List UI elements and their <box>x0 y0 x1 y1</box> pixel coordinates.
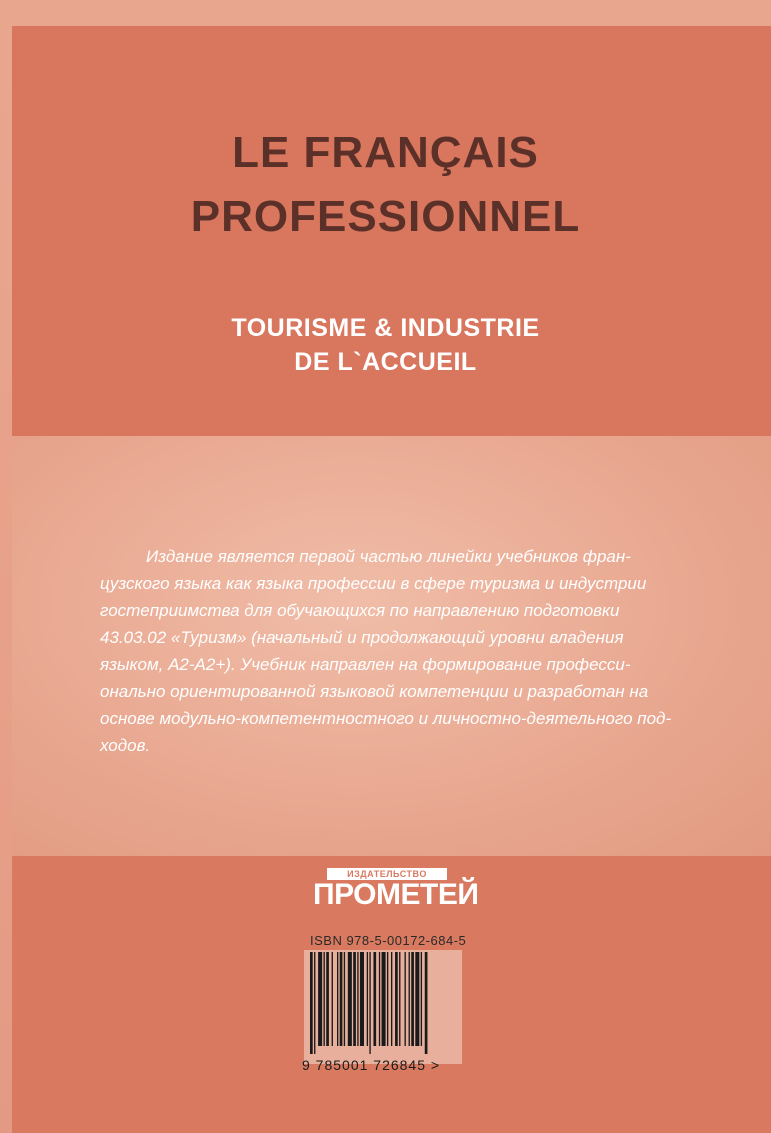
barcode-bar <box>348 952 352 1046</box>
barcode-bar <box>395 952 398 1046</box>
subtitle-line-2: DE L`ACCUEIL <box>294 348 477 376</box>
description-line: цузского языка как языка профессии в сфере туризма и индустрии <box>100 574 647 593</box>
isbn-label: ISBN 978-5-00172-684-5 <box>310 933 467 948</box>
barcode-bar <box>369 952 370 1054</box>
barcode-bar <box>415 952 419 1046</box>
publisher-logo-top: ИЗДАТЕЛЬСТВО <box>327 868 447 880</box>
title-line-2: PROFESSIONNEL <box>190 192 581 241</box>
barcode-bar <box>425 952 428 1054</box>
description-line: основе модульно-компетентностного и личностно-деятельного под- <box>100 709 672 728</box>
barcode-bar <box>387 952 388 1046</box>
barcode-bar <box>411 952 414 1046</box>
barcode-bar <box>421 952 422 1046</box>
description-line: 43.03.02 «Туризм» (начальный и продолжающий уровни владения <box>100 628 624 647</box>
barcode-digits: 9 785001 726845 > <box>302 1057 441 1073</box>
barcode-bars <box>304 950 462 1054</box>
barcode-bar <box>357 952 358 1046</box>
barcode-bar <box>353 952 356 1046</box>
publisher-logo-name: ПРОМЕТЕЙ <box>313 878 479 911</box>
barcode <box>304 950 462 1064</box>
description-line: гостеприимства для обучающихся по направлению подготовки <box>100 601 620 620</box>
barcode-bar <box>409 952 410 1046</box>
barcode-bar <box>382 952 386 1046</box>
barcode-bar <box>314 952 315 1054</box>
barcode-bar <box>318 952 322 1046</box>
description-line: языком, А2-А2+). Учебник направлен на формирование професси- <box>100 655 631 674</box>
barcode-bar <box>391 952 392 1046</box>
description-line: ходов. <box>100 736 151 755</box>
barcode-bar <box>379 952 380 1046</box>
barcode-bar <box>310 952 313 1054</box>
subtitle-line-1: TOURISME & INDUSTRIE <box>231 314 540 342</box>
barcode-bar <box>340 952 343 1046</box>
barcode-bar <box>337 952 338 1046</box>
barcode-bar <box>367 952 368 1046</box>
publisher-logo <box>305 868 479 918</box>
barcode-bar <box>399 952 400 1046</box>
description-line: онально ориентированной языковой компетенции и разработан на <box>100 682 649 701</box>
description-text <box>100 543 670 759</box>
barcode-bar <box>326 952 329 1046</box>
barcode-bar <box>360 952 364 1046</box>
barcode-bar <box>324 952 325 1046</box>
barcode-bar <box>405 952 406 1046</box>
barcode-bar <box>332 952 333 1046</box>
barcode-bar <box>373 952 376 1046</box>
barcode-bar <box>344 952 345 1046</box>
description-line: Издание является первой частью линейки учебников фран- <box>146 547 631 566</box>
title-line-1: LE FRANÇAIS <box>232 128 539 177</box>
